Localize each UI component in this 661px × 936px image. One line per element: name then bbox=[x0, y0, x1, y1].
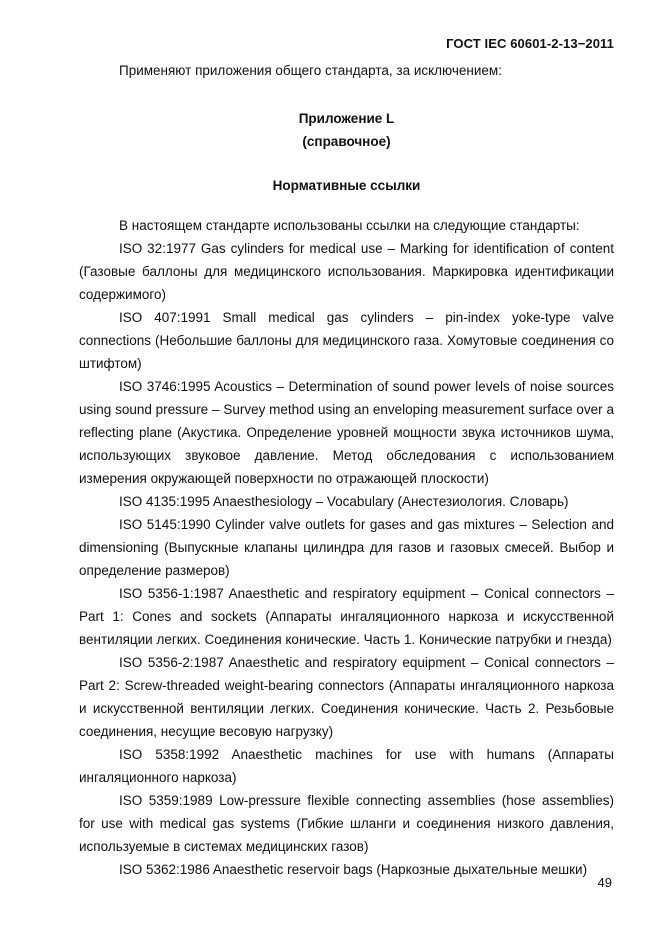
reference-item: ISO 4135:1995 Anaesthesiology – Vocabulary (Анестезиология. Словарь) bbox=[119, 494, 569, 509]
reference-item: ISO 5359:1989 Low-pressure flexible connecting assemblies (hose assemblies) for use with medical gas systems (Гибкие шланги и соединения низкого давления, используемые в системах медицинских газов) bbox=[79, 793, 614, 854]
references-list bbox=[79, 214, 614, 881]
reference-item: ISO 407:1991 Small medical gas cylinders – pin-index yoke-type valve connections (Небольшие баллоны для медицинского газа. Хомутовые соединения со штифтом) bbox=[79, 310, 614, 371]
reference-item: ISO 32:1977 Gas cylinders for medical use – Marking for identification of content (Газовые баллоны для медицинского использования. Маркировка идентификации содержимого) bbox=[79, 241, 614, 302]
standard-code-header: ГОСТ IEC 60601-2-13−2011 bbox=[446, 36, 614, 51]
references-intro-paragraph: В настоящем стандарте использованы ссылки на следующие стандарты: bbox=[119, 218, 580, 233]
reference-item: ISO 5362:1986 Anaesthetic reservoir bags (Наркозные дыхательные мешки) bbox=[119, 862, 588, 877]
reference-item: ISO 5356-1:1987 Anaesthetic and respiratory equipment – Conical connectors – Part 1: Cones and sockets (Аппараты ингаляционного наркоза и искусственной вентиляции легких. Соединения конические. Часть 1. Конические патрубки и гнезда) bbox=[79, 586, 614, 647]
reference-item: ISO 5356-2:1987 Anaesthetic and respiratory equipment – Conical connectors – Part 2: Screw-threaded weight-bearing connectors (Аппараты ингаляционного наркоза и искусственной вентиляции легких. Соединения конические. Часть 2. Резьбовые соединения, несущие весовую нагрузку) bbox=[79, 655, 614, 739]
reference-item: ISO 5358:1992 Anaesthetic machines for use with humans (Аппараты ингаляционного наркоза) bbox=[79, 747, 614, 785]
appendix-subtitle: (справочное) bbox=[302, 134, 391, 149]
intro-text: Применяют приложения общего стандарта, за исключением: bbox=[119, 63, 502, 78]
page-number: 49 bbox=[597, 875, 612, 890]
section-title: Нормативные ссылки bbox=[272, 178, 421, 193]
reference-item: ISO 5145:1990 Cylinder valve outlets for gases and gas mixtures – Selection and dimensioning (Выпускные клапаны цилиндра для газов и газовых смесей. Выбор и определение размеров) bbox=[79, 517, 614, 578]
reference-item: ISO 3746:1995 Acoustics – Determination of sound power levels of noise sources using sound pressure – Survey method using an enveloping measurement surface over a reflecting plane (Акустика. Определение уровней мощности звука источников шума, использующих звуковое давление. Метод обследования с использованием измерения окружающей поверхности по отражающей плоскости) bbox=[79, 379, 614, 486]
appendix-title: Приложение L bbox=[298, 111, 395, 126]
